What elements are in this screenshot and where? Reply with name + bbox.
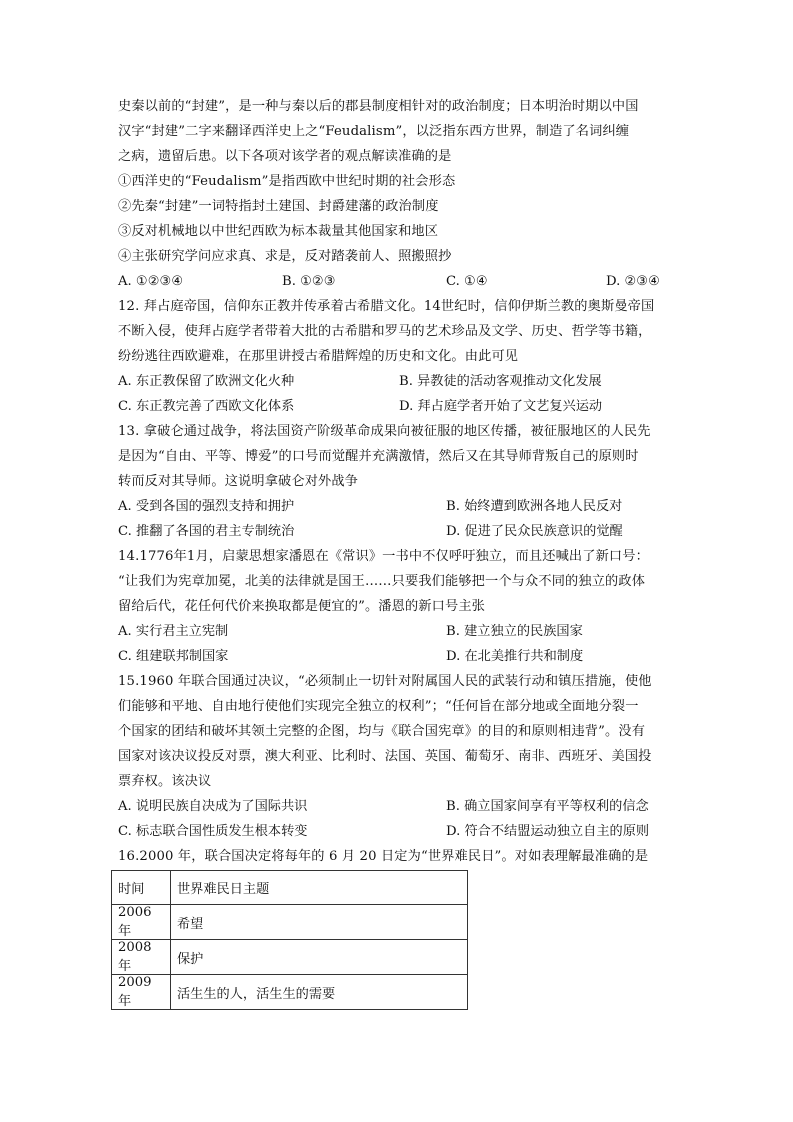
q15-option-d[interactable]: D. 符合不结盟运动独立自主的原则: [446, 824, 650, 839]
q15-text-line: 国家对该决议投反对票，澳大利亚、比利时、法国、英国、葡萄牙、南非、西班牙、美国投: [118, 749, 652, 764]
q15-option-a[interactable]: A. 说明民族自决成为了国际共识: [118, 799, 308, 814]
q11-text-line: 之病，遗留后患。以下各项对该学者的观点解读准确的是: [118, 149, 452, 164]
q14-option-b[interactable]: B. 建立独立的民族国家: [446, 624, 583, 639]
q14-option-d[interactable]: D. 在北美推行共和制度: [446, 649, 584, 664]
q12-option-d[interactable]: D. 拜占庭学者开始了文艺复兴运动: [399, 399, 603, 414]
table-cell-year: 2009年: [112, 975, 171, 1010]
q13-text-line: 转而反对其导师。这说明拿破仑对外战争: [118, 474, 359, 489]
table-cell-theme: 希望: [171, 905, 468, 940]
q14-text-line: “让我们为宪章加冕，北美的法律就是国王……只要我们能够把一个与众不同的独立的政体: [118, 574, 646, 589]
table-cell-year: 2006年: [112, 905, 171, 940]
q13-text-line: 是因为“自由、平等、博爱”的口号而觉醒并充满激情，然后又在其导师背叛自己的原则时: [118, 449, 639, 464]
q11-statement-2: ②先秦“封建”一词特指封土建国、封爵建藩的政治制度: [118, 199, 439, 214]
q12-option-a[interactable]: A. 东正教保留了欧洲文化火种: [118, 374, 295, 389]
q12-text-line: 12. 拜占庭帝国，信仰东正教并传承着古希腊文化。14世纪时，信仰伊斯兰教的奥斯曼帝国: [118, 299, 655, 314]
q13-text-line: 13. 拿破仑通过战争，将法国资产阶级革命成果向被征服的地区传播，被征服地区的人民先: [118, 424, 651, 439]
q11-statement-3: ③反对机械地以中世纪西欧为标本裁量其他国家和地区: [118, 224, 439, 239]
table-cell-theme: 保护: [171, 940, 468, 975]
q14-text-line: 留给后代，花任何代价来换取都是便宜的”。潘恩的新口号主张: [118, 599, 486, 614]
refugee-day-table: [111, 870, 468, 1010]
q12-option-c[interactable]: C. 东正教完善了西欧文化体系: [118, 399, 295, 414]
table-header-row: [112, 871, 468, 905]
q14-text-line: 14.1776年1月，启蒙思想家潘恩在《常识》一书中不仅呼吁独立，而且还喊出了新口号：: [118, 549, 649, 564]
q11-option-a[interactable]: A. ①②③④: [118, 274, 184, 289]
q14-option-a[interactable]: A. 实行君主立宪制: [118, 624, 229, 639]
table-row: [112, 940, 468, 975]
table-row: [112, 975, 468, 1010]
q12-option-b[interactable]: B. 异教徒的活动客观推动文化发展: [399, 374, 602, 389]
q13-option-c[interactable]: C. 推翻了各国的君主专制统治: [118, 524, 295, 539]
q13-option-a[interactable]: A. 受到各国的强烈支持和拥护: [118, 499, 295, 514]
q15-text-line: 票弃权。该决议: [118, 774, 212, 789]
q15-text-line: 15.1960 年联合国通过决议，“必须制止一切针对附属国人民的武装行动和镇压措施，使他: [118, 674, 652, 689]
q11-text-line: 汉字“封建”二字来翻译西洋史上之“Feudalism”，以泛指东西方世界，制造了名词纠缠: [118, 124, 630, 139]
table-cell-year: 2008年: [112, 940, 171, 975]
q16-text-line: 16.2000 年，联合国决定将每年的 6 月 20 日定为“世界难民日”。对如表理解最准确的是: [118, 849, 649, 864]
q15-text-line: 个国家的团结和破坏其领土完整的企图，均与《联合国宪章》的目的和原则相违背”。没有: [118, 724, 646, 739]
table-row: [112, 905, 468, 940]
table-header-cell: 时间: [112, 871, 171, 905]
table-header-cell: 世界难民日主题: [171, 871, 468, 905]
q11-option-d[interactable]: D. ②③④: [606, 274, 660, 289]
q11-text-line: 史秦以前的“封建”，是一种与秦以后的郡县制度相针对的政治制度；日本明治时期以中国: [118, 99, 639, 114]
q11-statement-1: ①西洋史的“Feudalism”是指西欧中世纪时期的社会形态: [118, 174, 456, 189]
q13-option-d[interactable]: D. 促进了民众民族意识的觉醒: [446, 524, 623, 539]
q14-option-c[interactable]: C. 组建联邦制国家: [118, 649, 229, 664]
q11-statement-4: ④主张研究学问应求真、求是，反对踏袭前人、照搬照抄: [118, 249, 452, 264]
q15-option-b[interactable]: B. 确立国家间享有平等权利的信念: [446, 799, 649, 814]
q15-option-c[interactable]: C. 标志联合国性质发生根本转变: [118, 824, 308, 839]
table-cell-theme: 活生生的人，活生生的需要: [171, 975, 468, 1010]
q11-option-c[interactable]: C. ①④: [446, 274, 488, 289]
q11-option-b[interactable]: B. ①②③: [282, 274, 336, 289]
q13-option-b[interactable]: B. 始终遭到欧洲各地人民反对: [446, 499, 623, 514]
q12-text-line: 纷纷逃往西欧避难，在那里讲授古希腊辉煌的历史和文化。由此可见: [118, 349, 519, 364]
q15-text-line: 们能够和平地、自由地行使他们实现完全独立的权利”；“任何旨在部分地或全面地分裂一: [118, 699, 639, 714]
q12-text-line: 不断入侵，使拜占庭学者带着大批的古希腊和罗马的艺术珍品及文学、历史、哲学等书籍，: [118, 324, 652, 339]
